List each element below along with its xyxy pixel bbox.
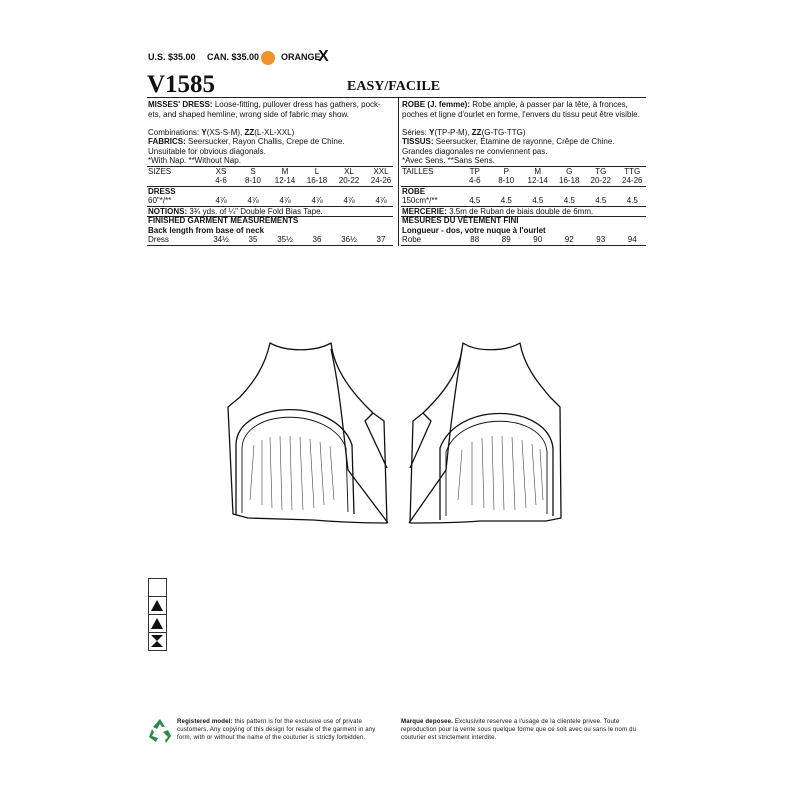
longueur-cell: 90: [533, 235, 543, 244]
metrage-cell: 4.5: [500, 196, 512, 205]
price-us: U.S. $35.00: [148, 52, 196, 62]
taille-cell: G: [566, 167, 573, 176]
taille-cell: TTG: [624, 167, 641, 176]
fabrics-label: FABRICS:: [148, 137, 186, 146]
fabric-width: 60"*/**: [148, 196, 172, 205]
symbol-box-stack: [148, 578, 167, 651]
longueur-cell: 89: [501, 235, 511, 244]
series-y: Y: [429, 128, 435, 137]
size-cell: S: [250, 167, 256, 176]
robe-label: ROBE: [402, 187, 426, 196]
color-label: ORANGE: [281, 52, 321, 62]
back-length-cell: 35: [248, 235, 258, 244]
yardage-cell: 4⅞: [279, 196, 291, 205]
fabrics-line1: Seersucker, Rayon Challis, Crepe de Chine.: [185, 137, 345, 146]
blank-square-icon: [148, 578, 167, 597]
longueur-cell: 93: [596, 235, 606, 244]
yardage-cell: 4⅞: [311, 196, 323, 205]
taille-range-cell: 12-14: [527, 176, 548, 185]
taille-range-cell: 16-18: [559, 176, 580, 185]
recycle-icon: [147, 718, 173, 744]
combo-y: Y: [201, 128, 207, 137]
size-cell: L: [314, 167, 320, 176]
size-cell: XS: [215, 167, 227, 176]
color-letter: X: [318, 48, 329, 65]
tissus-line3: *Avec Sens. **Sans Sens.: [402, 156, 495, 166]
yardage-cell: 4⅞: [215, 196, 227, 205]
tissus-line1: Seersucker, Étamine de rayonne, Crêpe de Chine.: [433, 137, 615, 146]
difficulty: EASY/FACILE: [347, 79, 441, 94]
legal-english: [177, 718, 389, 743]
series-label: Séries:: [402, 128, 430, 137]
triangle-up-icon: [148, 597, 167, 615]
taille-cell: M: [534, 167, 542, 176]
combo-y-sizes: (XS-S-M),: [206, 128, 245, 137]
yardage-cell: 4⅞: [375, 196, 387, 205]
back-length-cell: 36: [312, 235, 322, 244]
dress-title: MISSES' DRESS:: [148, 100, 213, 109]
yardage-cell: 4⅞: [343, 196, 355, 205]
measurements-title: FINISHED GARMENT MEASUREMENTS: [148, 216, 299, 225]
longueur-cell: 92: [564, 235, 574, 244]
legal-french-text: Exclusivite reservee a l'usage de la clientele privee. Toute reproduction pour la vente sous quelque forme que ce soit avec ou sans le nom du couturier est strictement interdite.: [401, 718, 637, 742]
taille-cell: TG: [595, 167, 607, 176]
legal-french: [401, 718, 646, 743]
series-zz: ZZ: [471, 128, 482, 137]
dress-back-view: [228, 343, 388, 523]
mesures-title: MESURES DU VÊTEMENT FINI: [402, 216, 519, 225]
dress-desc-line2: ets, and shaped hemline, wrong side of fabric may show.: [148, 109, 349, 119]
robe-row-label: Robe: [402, 235, 422, 244]
hourglass-icon: [148, 633, 167, 651]
longueur-cell: 94: [627, 235, 637, 244]
tailles-label: TAILLES: [402, 167, 434, 176]
taille-range-cell: 4-6: [468, 176, 481, 185]
combo-zz: ZZ: [244, 128, 255, 137]
back-length-label: Back length from base of neck: [148, 226, 265, 235]
mercerie-label: MERCERIE:: [402, 207, 447, 216]
back-length-cell: 34½: [213, 235, 229, 244]
size-range-cell: 16-18: [306, 176, 328, 185]
legal-french-title: Marque deposee.: [401, 718, 454, 725]
fabrics-line3: *With Nap. **Without Nap.: [148, 156, 241, 166]
price-can: CAN. $35.00: [207, 52, 260, 62]
back-length-cell: 37: [376, 235, 386, 244]
metrage-cell: 4.5: [469, 196, 481, 205]
robe-desc-line2: poches et ligne d'ourlet en forme, l'envers du tissu peut être visible.: [402, 109, 640, 119]
yardage-cell: 4⅞: [247, 196, 259, 205]
back-length-cell: 35½: [277, 235, 293, 244]
mercerie-text: 3.5m de Ruban de biais double de 6mm.: [446, 207, 594, 216]
triangle-up-box-icon: [148, 615, 167, 633]
metrage-cell: 4.5: [532, 196, 544, 205]
size-cell: XL: [344, 167, 354, 176]
robe-desc-line1: Robe ample, à passer par la tête, à fronces,: [470, 100, 628, 109]
back-length-cell: 36½: [341, 235, 357, 244]
metrage-cell: 4.5: [595, 196, 607, 205]
size-range-cell: 20-22: [338, 176, 360, 185]
combinations-label: Combinations:: [148, 128, 202, 137]
taille-range-cell: 8-10: [498, 176, 515, 185]
pattern-number: V1585: [147, 71, 216, 98]
dress-front-view: [409, 343, 561, 523]
dress-label: DRESS: [148, 187, 176, 196]
size-range-cell: 24-26: [370, 176, 392, 185]
size-range-cell: 12-14: [274, 176, 296, 185]
sizes-label: SIZES: [148, 167, 172, 176]
taille-range-cell: 24-26: [622, 176, 643, 185]
legal-english-text: this pattern is for the exclusive use of private customers. Any copying of this design for resale of the garment in any form, with or without the name of the couturier is strictly forbidden.: [177, 718, 376, 742]
tissus-label: TISSUS:: [402, 137, 434, 146]
notions-label: NOTIONS:: [148, 207, 188, 216]
taille-cell: P: [503, 167, 509, 176]
size-range-cell: 8-10: [244, 176, 261, 185]
dress-desc-line1: Loose-fitting, pullover dress has gathers, pock-: [212, 100, 381, 109]
notions-text: 3¾ yds. of ¼" Double Fold Bias Tape.: [187, 207, 323, 216]
longueur-cell: 88: [470, 235, 480, 244]
dress-row-label: Dress: [148, 235, 169, 244]
fabrics-line2: Unsuitable for obvious diagonals.: [148, 146, 266, 156]
series-y-sizes: (TP-P-M),: [434, 128, 472, 137]
metrage-cell: 4.5: [626, 196, 638, 205]
gathers-lines: [250, 436, 543, 510]
series-zz-sizes: (G-TG-TTG): [481, 128, 526, 137]
metrage-cell: 4.5: [563, 196, 575, 205]
tissus-line2: Grandes diagonales ne conviennent pas.: [402, 146, 548, 156]
fabric-width-fr: 150cm*/**: [402, 196, 438, 205]
longueur-label: Longueur - dos, votre nuque à l'ourlet: [402, 226, 546, 235]
legal-english-title: Registered model:: [177, 718, 233, 725]
taille-range-cell: 20-22: [590, 176, 611, 185]
taille-cell: TP: [469, 167, 480, 176]
size-cell: XXL: [373, 167, 389, 176]
size-range-cell: 4-6: [215, 176, 227, 185]
robe-title: ROBE (J. femme):: [402, 100, 471, 109]
size-cell: M: [281, 167, 289, 176]
combo-zz-sizes: (L-XL-XXL): [254, 128, 295, 137]
